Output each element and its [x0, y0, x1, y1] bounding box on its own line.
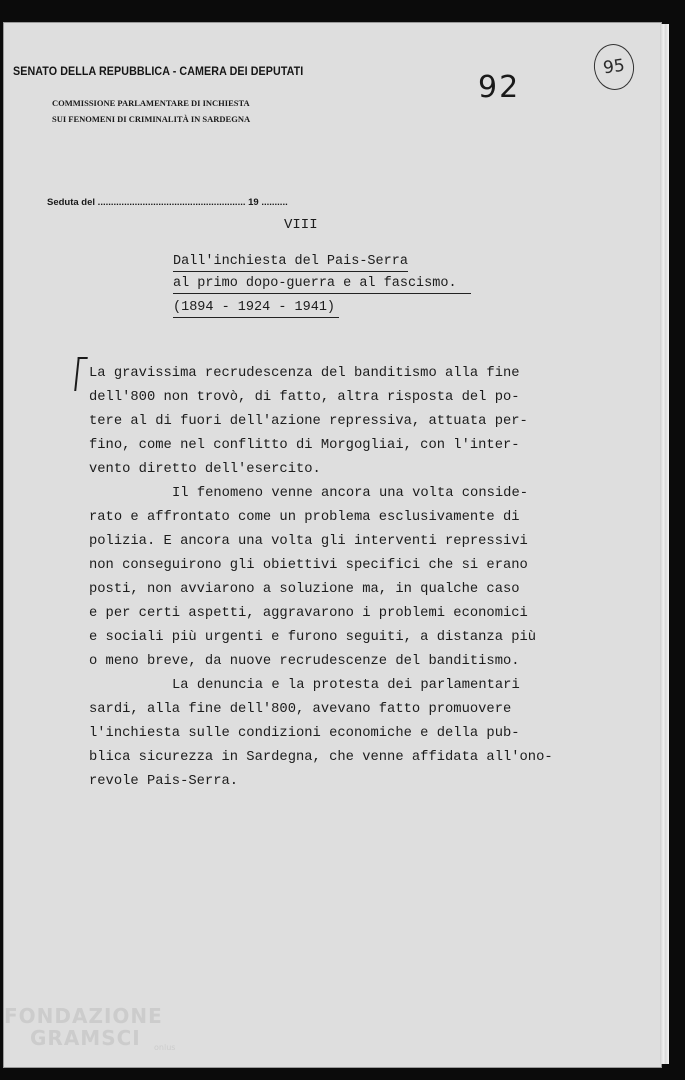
body-line: fino, come nel conflitto di Morgogliai, con l'inter- [89, 438, 520, 453]
chapter-title-line-2: al primo dopo-guerra e al fascismo. [173, 276, 471, 294]
chapter-title-line-1: Dall'inchiesta del Pais-Serra [173, 254, 408, 272]
body-line: rato e affrontato come un problema esclusivamente di [89, 510, 520, 525]
chapter-title-line-3: (1894 - 1924 - 1941) [173, 300, 339, 318]
institution-heading: SENATO DELLA REPUBBLICA - CAMERA DEI DEPUTATI [13, 66, 304, 78]
body-line: polizia. E ancora una volta gli interventi repressivi [89, 534, 528, 549]
watermark-line-2: GRAMSCI [30, 1026, 141, 1050]
body-line: tere al di fuori dell'azione repressiva, attuata per- [89, 414, 528, 429]
body-line: La gravissima recrudescenza del banditismo alla fine [89, 366, 520, 381]
chapter-number: VIII [284, 217, 318, 233]
body-line: o meno breve, da nuove recrudescenze del banditismo. [89, 654, 520, 669]
body-line: dell'800 non trovò, di fatto, altra risposta del po- [89, 390, 520, 405]
body-line: Il fenomeno venne ancora una volta conside- [172, 486, 529, 501]
seduta-date-line: Seduta del ........................................................ 19 .......... [47, 197, 288, 208]
commission-line-2: SUI FENOMENI DI CRIMINALITÀ IN SARDEGNA [52, 114, 251, 124]
body-line: sardi, alla fine dell'800, avevano fatto promuovere [89, 702, 512, 717]
watermark-line-1: FONDAZIONE [4, 1004, 163, 1028]
body-line: vento diretto dell'esercito. [89, 462, 321, 477]
archive-stamp-number: 95 [591, 41, 637, 92]
body-line: non conseguirono gli obiettivi specifici che si erano [89, 558, 528, 573]
commission-line-1: COMMISSIONE PARLAMENTARE DI INCHIESTA [52, 98, 250, 108]
body-line: e sociali più urgenti e furono seguiti, a distanza più [89, 630, 537, 645]
body-line: La denuncia e la protesta dei parlamentari [172, 678, 520, 693]
watermark-line-3: onlus [154, 1043, 176, 1052]
page-number: 92 [478, 70, 521, 105]
body-line: blica sicurezza in Sardegna, che venne affidata all'ono- [89, 750, 553, 765]
body-line: posti, non avviarono a soluzione ma, in qualche caso [89, 582, 520, 597]
body-line: e per certi aspetti, aggravarono i problemi economici [89, 606, 528, 621]
fondazione-gramsci-watermark [4, 1006, 175, 1052]
body-line: l'inchiesta sulle condizioni economiche e della pub- [89, 726, 520, 741]
page-stack-edge [660, 24, 669, 1064]
body-line: revole Pais-Serra. [89, 774, 239, 789]
